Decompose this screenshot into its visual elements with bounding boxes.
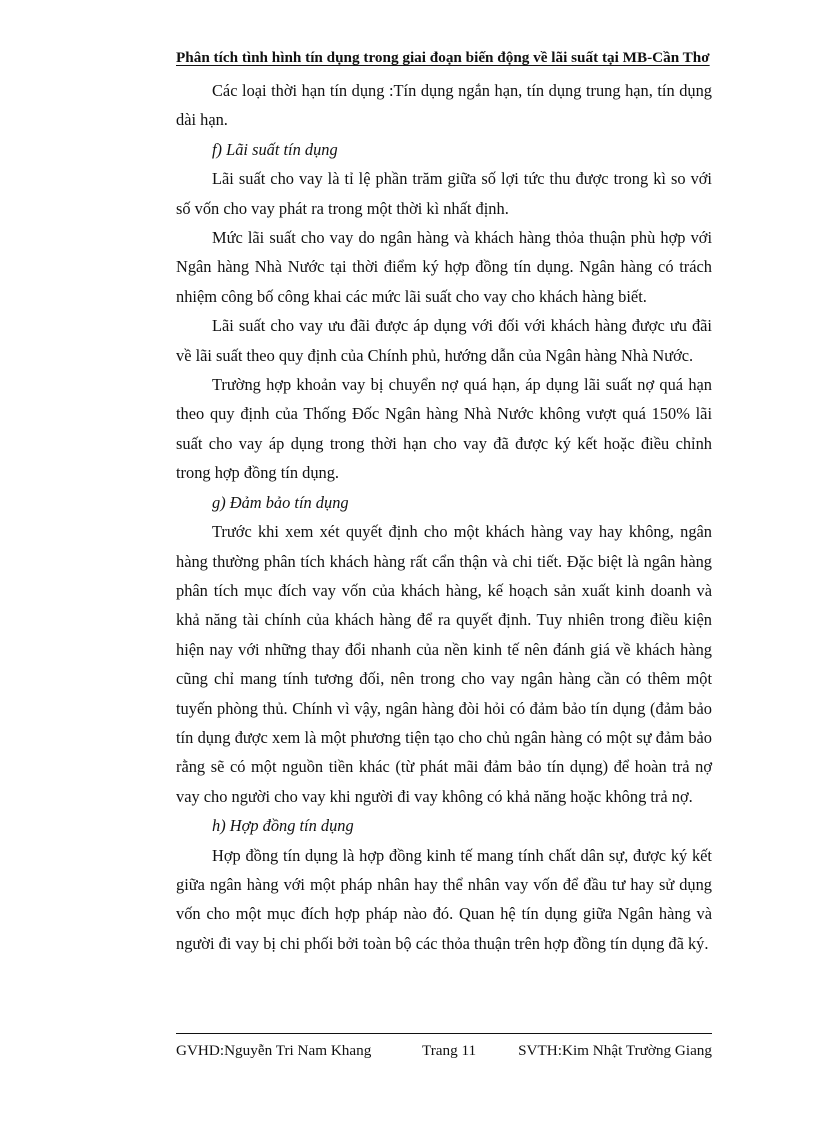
body-paragraph: Trường hợp khoản vay bị chuyển nợ quá hạn, áp dụng lãi suất nợ quá hạn theo quy định của Thống Đốc Ngân hàng Nhà Nước không vượt quá 150% lãi suất cho vay áp dụng trong thời hạn cho vay đã được ký kết hoặc điều chỉnh trong hợp đồng tín dụng. [176, 375, 712, 483]
body-paragraph: Mức lãi suất cho vay do ngân hàng và khách hàng thỏa thuận phù hợp với Ngân hàng Nhà Nước tại thời điểm ký hợp đồng tín dụng. Ngân hàng có trách nhiệm công bố công khai các mức lãi suất cho vay cho khách hàng biết. [176, 228, 712, 306]
body-paragraph: Trước khi xem xét quyết định cho một khách hàng vay hay không, ngân hàng thường phân tích khách hàng rất cẩn thận và chi tiết. Đặc biệt là ngân hàng phân tích mục đích vay vốn của khách hàng, kế hoạch sản xuất kinh doanh và khả năng tài chính của khách hàng để ra quyết định. Tuy nhiên trong điều kiện hiện nay với những thay đổi nhanh của nền kinh tế nên đánh giá về khách hàng cũng chỉ mang tính tương đối, nên trong cho vay ngân hàng cần có thêm một tuyến phòng thủ. Chính vì vậy, ngân hàng đòi hỏi có đảm bảo tín dụng (đảm bảo tín dụng được xem là một phương tiện tạo cho chủ ngân hàng có một sự đảm bảo rằng sẽ có một nguồn tiền khác (từ phát mãi đảm bảo tín dụng) để hoàn trả nợ vay cho người cho vay khi người đi vay không có khả năng hoặc không trả nợ. [176, 522, 712, 806]
section-heading-credit-guarantee: g) Đảm bảo tín dụng [212, 492, 349, 512]
body-paragraph: Lãi suất cho vay ưu đãi được áp dụng với đối với khách hàng được ưu đãi về lãi suất theo quy định của Chính phủ, hướng dẫn của Ngân hàng Nhà Nước. [176, 316, 712, 365]
footer-divider [176, 1033, 712, 1034]
footer-advisor: GVHD:Nguyễn Tri Nam Khang [176, 1042, 372, 1059]
document-body [176, 76, 712, 958]
section-heading-interest-rate: f) Lãi suất tín dụng [212, 139, 338, 159]
body-paragraph: Các loại thời hạn tín dụng :Tín dụng ngắn hạn, tín dụng trung hạn, tín dụng dài hạn. [176, 81, 712, 130]
body-paragraph: Hợp đồng tín dụng là hợp đồng kinh tế mang tính chất dân sự, được ký kết giữa ngân hàng với một pháp nhân hay thể nhân vay vốn để đầu tư hay sử dụng vốn cho một mục đích hợp pháp nào đó. Quan hệ tín dụng giữa Ngân hàng và người đi vay bị chi phối bởi toàn bộ các thỏa thuận trên hợp đồng tín dụng đã ký. [176, 845, 712, 953]
footer-student: SVTH:Kim Nhật Trường Giang [518, 1042, 712, 1059]
page-header-title: Phân tích tình hình tín dụng trong giai đoạn biến động về lãi suất tại MB-Cần Thơ [176, 49, 710, 66]
body-paragraph: Lãi suất cho vay là tỉ lệ phần trăm giữa số lợi tức thu được trong kì so với số vốn cho vay phát ra trong một thời kì nhất định. [176, 169, 712, 218]
section-heading-credit-contract: h) Hợp đồng tín dụng [212, 816, 354, 836]
footer-page-number: Trang 11 [422, 1042, 477, 1059]
page-footer [176, 1041, 712, 1061]
